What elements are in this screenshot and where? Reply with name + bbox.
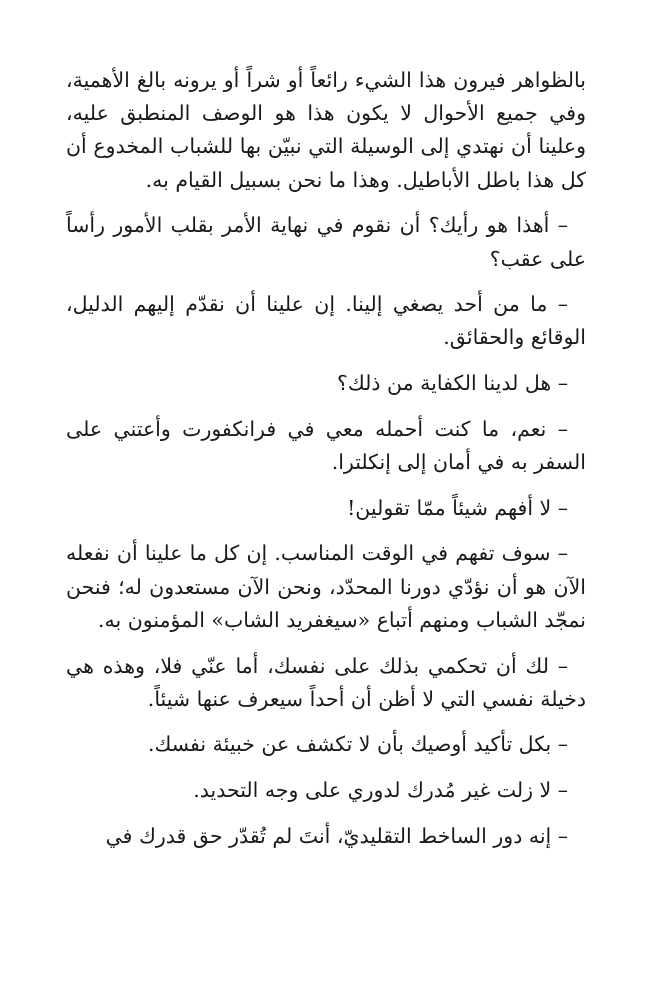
dialogue-line: – إنه دور الساخط التقليديّ، أنتَ لم تُقدّر حق قدرك في: [105, 823, 568, 848]
book-page-text: [66, 64, 586, 866]
dialogue-line: – هل لدينا الكفاية من ذلك؟: [336, 371, 568, 396]
dialogue-line: – لا زلت غير مُدرك لدوري على وجه التحديد.: [193, 778, 568, 803]
dialogue-line: – لا أفهم شيئاً ممّا تقولين!: [347, 495, 568, 520]
dialogue-line: – أهذا هو رأيك؟ أن نقوم في نهاية الأمر بقلب الأمور رأساً على عقب؟: [66, 213, 586, 271]
dialogue-line: – لك أن تحكمي بذلك على نفسك، أما عنّي فلا، وهذه هي دخيلة نفسي التي لا أظن أن أحداً سيعرف عنها شيئاً.: [66, 653, 586, 711]
dialogue-line: – سوف تفهم في الوقت المناسب. إن كل ما علينا أن نفعله الآن هو أن نؤدّي دورنا المحدّد، ونحن الآن مستعدون له؛ فنحن نمجّد الشباب ومنهم أتباع «سيغفريد الشاب» المؤمنون به.: [66, 541, 586, 632]
dialogue-line: – ما من أحد يصغي إلينا. إن علينا أن نقدّم إليهم الدليل، الوقائع والحقائق.: [66, 292, 586, 350]
dialogue-line: – نعم، ما كنت أحمله معي في فرانكفورت وأعتني على السفر به في أمان إلى إنكلترا.: [66, 416, 586, 475]
paragraph: بالظواهر فيرون هذا الشيء رائعاً أو شراً أو يرونه بالغ الأهمية، وفي جميع الأحوال لا يكون هذا هو الوصف المنطبق عليه، وعلينا أن نهتدي إلى الوسيلة التي نبيّن بها للشباب المخدوع أن كل هذا باطل الأباطيل. وهذا ما نحن بسبيل القيام به.: [66, 68, 586, 192]
dialogue-line: – بكل تأكيد أوصيك بأن لا تكشف عن خبيئة نفسك.: [147, 732, 568, 757]
